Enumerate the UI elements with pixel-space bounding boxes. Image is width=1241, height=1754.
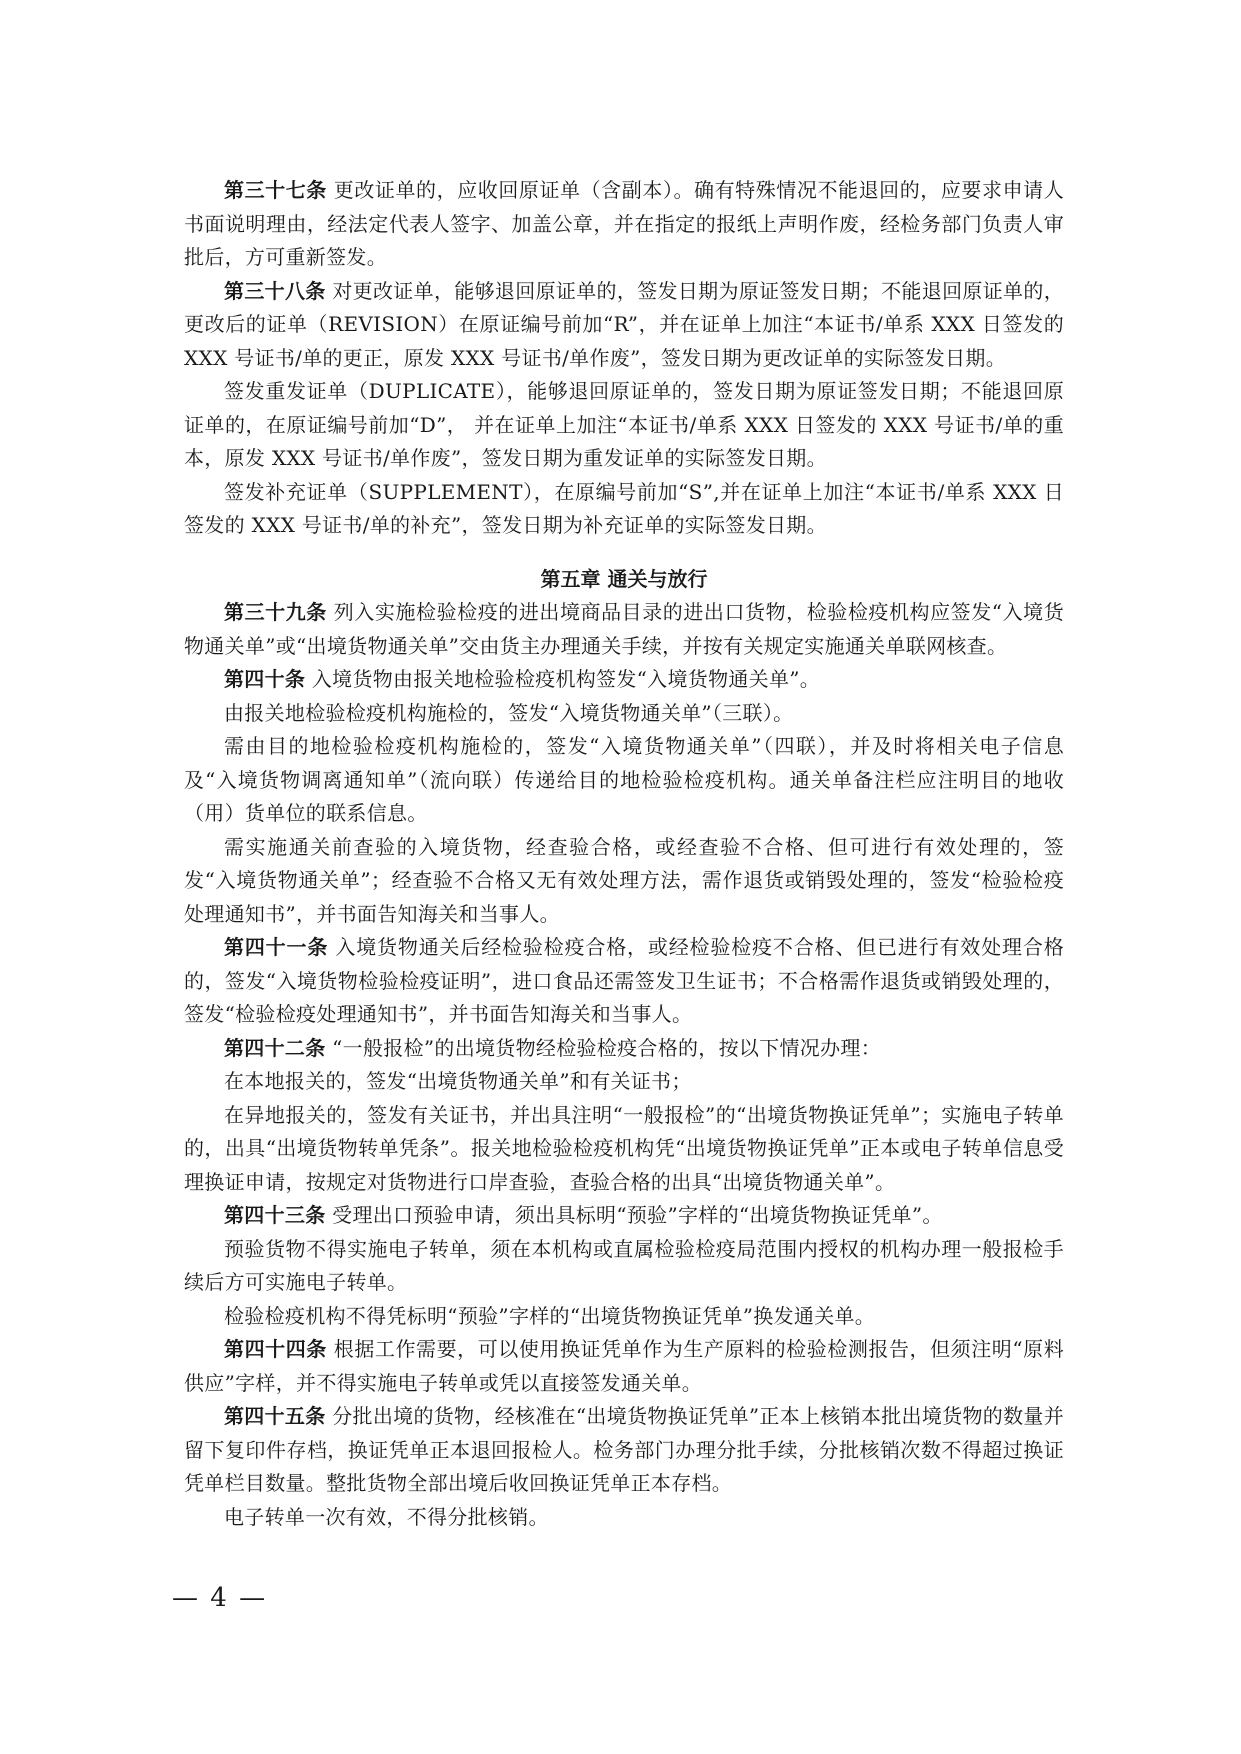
paragraph [184,1065,1064,1099]
paragraph-text: 根据工作需要，可以使用换证凭单作为生产原料的检验检测报告，但须注明“原料供应”字样，并不得实施电子转单或凭以直接签发通关单。 [184,1337,1065,1395]
paragraph-text: 检验检疫机构不得凭标明“预验”字样的“出境货物换证凭单”换发通关单。 [224,1303,876,1328]
paragraph-article-44 [184,1333,1064,1400]
paragraph-text: 在异地报关的，签发有关证书，并出具注明“一般报检”的“出境货物换证凭单”；实施电子转单的，出具“出境货物转单凭条”。报关地检验检疫机构凭“出境货物换证凭单”正本或电子转单信息受理换证申请，按规定对货物进行口岸查验，查验合格的出具“出境货物通关单”。 [184,1102,1064,1194]
paragraph-supplement [184,476,1064,543]
paragraph-text: 列入实施检验检疫的进出境商品目录的进出口货物，检验检疫机构应签发“入境货物通关单”或“出境货物通关单”交由货主办理通关手续，并按有关规定实施通关单联网核查。 [184,600,1065,658]
paragraph-article-38 [184,275,1064,376]
article-number: 第四十条 [224,667,306,691]
paragraph-text: 分批出境的货物，经核准在“出境货物换证凭单”正本上核销本批出境货物的数量并留下复印件存档，换证凭单正本退回报检人。检务部门办理分批手续，分批核销次数不得超过换证凭单栏目数量。整批货物全部出境后收回换证凭单正本存档。 [184,1404,1065,1495]
paragraph-article-41 [184,931,1064,1032]
paragraph-text: 入境货物由报关地检验检疫机构签发“入境货物通关单”。 [305,667,821,691]
paragraph [184,1300,1064,1334]
paragraph-text: 受理出口预验申请，须出具标明“预验”字样的“出境货物换证凭单”。 [325,1203,943,1227]
paragraph-text: 需实施通关前查验的入境货物，经查验合格，或经查验不合格、但可进行有效处理的，签发“入境货物通关单”；经查验不合格又无有效处理方法，需作退货或销毁处理的，签发“检验检疫处理通知书”，并书面告知海关和当事人。 [184,834,1064,926]
paragraph [184,1233,1064,1300]
article-number: 第四十五条 [224,1404,326,1428]
article-number: 第三十九条 [224,600,327,624]
paragraph-article-45 [184,1400,1064,1501]
paragraph-text: 电子转单一次有效，不得分批核销。 [224,1504,549,1529]
chapter-title: 第五章 通关与放行 [540,566,708,591]
page-number: — 4 — [172,1583,268,1613]
paragraph [184,697,1064,731]
paragraph-text: 预验货物不得实施电子转单，须在本机构或直属检验检疫局范围内授权的机构办理一般报检手续后方可实施电子转单。 [184,1236,1064,1294]
paragraph-text: 对更改证单，能够退回原证单的，签发日期为原证签发日期；不能退回原证单的，更改后的证单（REVISION）在原证编号前加“R”，并在证单上加注“本证书/单系 XXX 日签发的 XXX 号证书/单的更正，原发 XXX 号证书/单作废”，签发日期为更改证单的实际签发日期。 [184,278,1065,370]
paragraph-text: 更改证单的，应收回原证单（含副本）。确有特殊情况不能退回的，应要求申请人书面说明理由，经法定代表人签字、加盖公章，并在指定的报纸上声明作废，经检务部门负责人审批后，方可重新签发。 [184,178,1065,269]
article-number: 第四十一条 [224,935,329,959]
paragraph-article-43 [184,1199,1064,1233]
paragraph-text: 入境货物通关后经检验检疫合格，或经检验检疫不合格、但已进行有效处理合格的，签发“入境货物检验检疫证明”，进口食品还需签发卫生证书；不合格需作退货或销毁处理的，签发“检验检疫处理通知书”，并书面告知海关和当事人。 [184,935,1064,1026]
paragraph-text: 签发补充证单（SUPPLEMENT），在原编号前加“S”,并在证单上加注“本证书/单系 XXX 日签发的 XXX 号证书/单的补充”，签发日期为补充证单的实际签发日期。 [184,479,1064,537]
paragraph-article-37 [184,174,1064,275]
document-body [184,174,1064,1534]
paragraph-article-39 [184,596,1064,663]
article-number: 第三十八条 [224,278,326,303]
paragraph-text: 在本地报关的，签发“出境货物通关单”和有关证书； [224,1069,692,1093]
paragraph-article-40 [184,663,1064,697]
article-number: 第三十七条 [224,178,327,202]
paragraph-text: 由报关地检验检疫机构施检的，签发“入境货物通关单”（三联）。 [224,700,794,725]
paragraph-article-42 [184,1032,1064,1066]
paragraph-text: “一般报检”的出境货物经检验检疫合格的，按以下情况办理： [325,1035,882,1060]
paragraph-duplicate [184,375,1064,476]
article-number: 第四十三条 [224,1203,326,1227]
article-number: 第四十四条 [224,1337,327,1361]
paragraph [184,831,1064,932]
paragraph [184,1099,1064,1200]
paragraph [184,730,1064,831]
article-number: 第四十二条 [224,1035,326,1060]
paragraph [184,1501,1064,1535]
paragraph-text: 签发重发证单（DUPLICATE），能够退回原证单的，签发日期为原证签发日期；不能退回原证单的，在原证编号前加“D”， 并在证单上加注“本证书/单系 XXX 日签发的 XXX 号证书/单的重本，原发 XXX 号证书/单作废”，签发日期为重发证单的实际签发日期。 [184,379,1064,470]
paragraph-text: 需由目的地检验检疫机构施检的，签发“入境货物通关单”（四联），并及时将相关电子信息及“入境货物调离通知单”（流向联）传递给目的地检验检疫机构。通关单备注栏应注明目的地收（用）货单位的联系信息。 [184,734,1064,825]
